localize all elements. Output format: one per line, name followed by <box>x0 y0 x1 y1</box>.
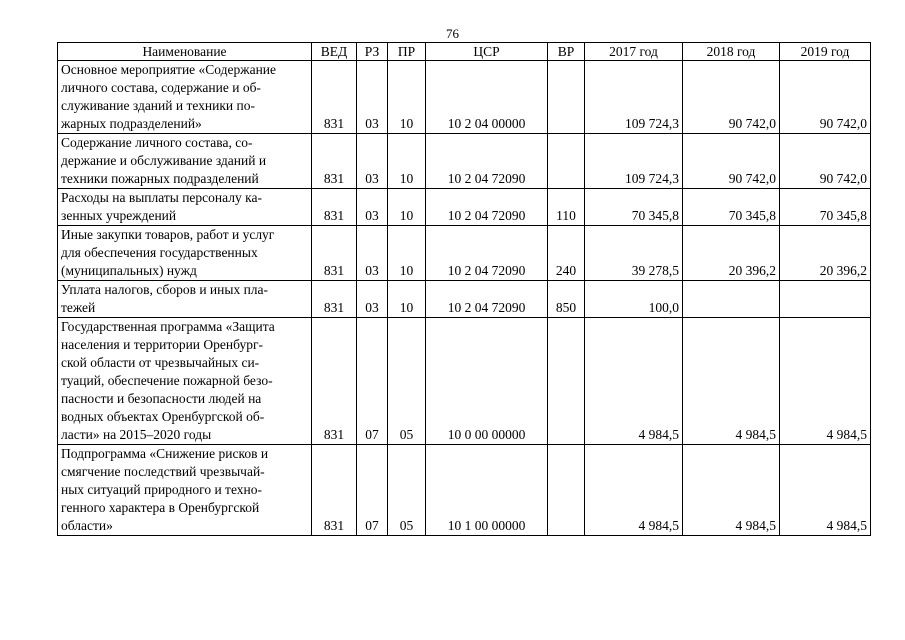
cell-ved: 831 <box>312 189 357 226</box>
header-2019: 2019 год <box>780 43 871 61</box>
cell-2018: 20 396,2 <box>683 226 780 281</box>
name-line: зенных учреждений <box>61 208 177 223</box>
name-line: области» <box>61 518 113 533</box>
cell-2018 <box>683 281 780 318</box>
table-row <box>58 318 871 445</box>
cell-ved: 831 <box>312 281 357 318</box>
table-row <box>58 226 871 281</box>
cell-pr: 10 <box>388 226 426 281</box>
cell-2017: 4 984,5 <box>585 318 683 445</box>
header-ved: ВЕД <box>312 43 357 61</box>
cell-vr <box>548 318 585 445</box>
table-body <box>58 61 871 536</box>
cell-2019: 4 984,5 <box>780 318 871 445</box>
name-line: ской области от чрезвычайных си- <box>61 355 260 370</box>
cell-name <box>58 134 312 189</box>
cell-2018: 4 984,5 <box>683 445 780 536</box>
header-name: Наименование <box>58 43 312 61</box>
name-line: генного характера в Оренбургской <box>61 500 260 515</box>
cell-ved: 831 <box>312 226 357 281</box>
cell-vr: 110 <box>548 189 585 226</box>
cell-rz: 07 <box>357 318 388 445</box>
name-line: Подпрограмма «Снижение рисков и <box>61 446 269 461</box>
cell-vr <box>548 445 585 536</box>
header-2018: 2018 год <box>683 43 780 61</box>
header-vr: ВР <box>548 43 585 61</box>
header-pr: ПР <box>388 43 426 61</box>
cell-vr <box>548 61 585 134</box>
name-line: Государственная программа «Защита <box>61 319 275 334</box>
page-number: 76 <box>446 26 459 41</box>
name-line: Содержание личного состава, со- <box>61 135 253 150</box>
cell-pr: 10 <box>388 134 426 189</box>
cell-csr: 10 2 04 72090 <box>426 189 548 226</box>
cell-csr: 10 2 04 72090 <box>426 226 548 281</box>
name-line: Расходы на выплаты персоналу ка- <box>61 190 262 205</box>
cell-pr: 10 <box>388 61 426 134</box>
budget-table <box>57 42 871 536</box>
table-row <box>58 134 871 189</box>
cell-csr: 10 2 04 72090 <box>426 281 548 318</box>
cell-rz: 03 <box>357 61 388 134</box>
cell-2017: 109 724,3 <box>585 61 683 134</box>
cell-name <box>58 61 312 134</box>
cell-2017: 109 724,3 <box>585 134 683 189</box>
cell-2019: 20 396,2 <box>780 226 871 281</box>
cell-rz: 03 <box>357 281 388 318</box>
cell-2018: 70 345,8 <box>683 189 780 226</box>
name-line: Уплата налогов, сборов и иных пла- <box>61 282 269 297</box>
name-line: туаций, обеспечение пожарной безо- <box>61 373 273 388</box>
name-line: жарных подразделений» <box>61 116 202 131</box>
cell-name <box>58 445 312 536</box>
name-line: для обеспечения государственных <box>61 245 258 260</box>
table-row <box>58 445 871 536</box>
cell-pr: 05 <box>388 445 426 536</box>
cell-2019: 4 984,5 <box>780 445 871 536</box>
cell-csr: 10 0 00 00000 <box>426 318 548 445</box>
cell-csr: 10 1 00 00000 <box>426 445 548 536</box>
header-rz: РЗ <box>357 43 388 61</box>
cell-rz: 07 <box>357 445 388 536</box>
name-line: Иные закупки товаров, работ и услуг <box>61 227 275 242</box>
header-row <box>58 43 871 61</box>
cell-ved: 831 <box>312 61 357 134</box>
cell-2017: 4 984,5 <box>585 445 683 536</box>
name-line: тежей <box>61 300 96 315</box>
name-line: (муниципальных) нужд <box>61 263 197 278</box>
cell-name <box>58 281 312 318</box>
cell-2019 <box>780 281 871 318</box>
cell-csr: 10 2 04 00000 <box>426 61 548 134</box>
cell-vr <box>548 134 585 189</box>
cell-vr: 850 <box>548 281 585 318</box>
name-line: населения и территории Оренбург- <box>61 337 263 352</box>
header-2017: 2017 год <box>585 43 683 61</box>
name-line: личного состава, содержание и об- <box>61 80 261 95</box>
table-row <box>58 189 871 226</box>
cell-pr: 05 <box>388 318 426 445</box>
name-line: пасности и безопасности людей на <box>61 391 262 406</box>
table-row <box>58 61 871 134</box>
cell-2017: 70 345,8 <box>585 189 683 226</box>
name-line: смягчение последствий чрезвычай- <box>61 464 265 479</box>
header-csr: ЦСР <box>426 43 548 61</box>
name-line: ных ситуаций природного и техно- <box>61 482 262 497</box>
name-line: ласти» на 2015–2020 годы <box>61 427 212 442</box>
cell-ved: 831 <box>312 445 357 536</box>
name-line: водных объектах Оренбургской об- <box>61 409 265 424</box>
name-line: техники пожарных подразделений <box>61 171 259 186</box>
cell-2018: 4 984,5 <box>683 318 780 445</box>
cell-name <box>58 189 312 226</box>
cell-2018: 90 742,0 <box>683 134 780 189</box>
cell-2017: 39 278,5 <box>585 226 683 281</box>
name-line: держание и обслуживание зданий и <box>61 153 267 168</box>
cell-ved: 831 <box>312 134 357 189</box>
cell-name <box>58 226 312 281</box>
cell-name <box>58 318 312 445</box>
name-line: служивание зданий и техники по- <box>61 98 255 113</box>
cell-pr: 10 <box>388 281 426 318</box>
table-row <box>58 281 871 318</box>
cell-vr: 240 <box>548 226 585 281</box>
cell-2019: 70 345,8 <box>780 189 871 226</box>
cell-rz: 03 <box>357 226 388 281</box>
cell-2018: 90 742,0 <box>683 61 780 134</box>
cell-ved: 831 <box>312 318 357 445</box>
cell-rz: 03 <box>357 189 388 226</box>
cell-csr: 10 2 04 72090 <box>426 134 548 189</box>
cell-2019: 90 742,0 <box>780 134 871 189</box>
name-line: Основное мероприятие «Содержание <box>61 62 277 77</box>
cell-rz: 03 <box>357 134 388 189</box>
cell-2017: 100,0 <box>585 281 683 318</box>
cell-2019: 90 742,0 <box>780 61 871 134</box>
cell-pr: 10 <box>388 189 426 226</box>
